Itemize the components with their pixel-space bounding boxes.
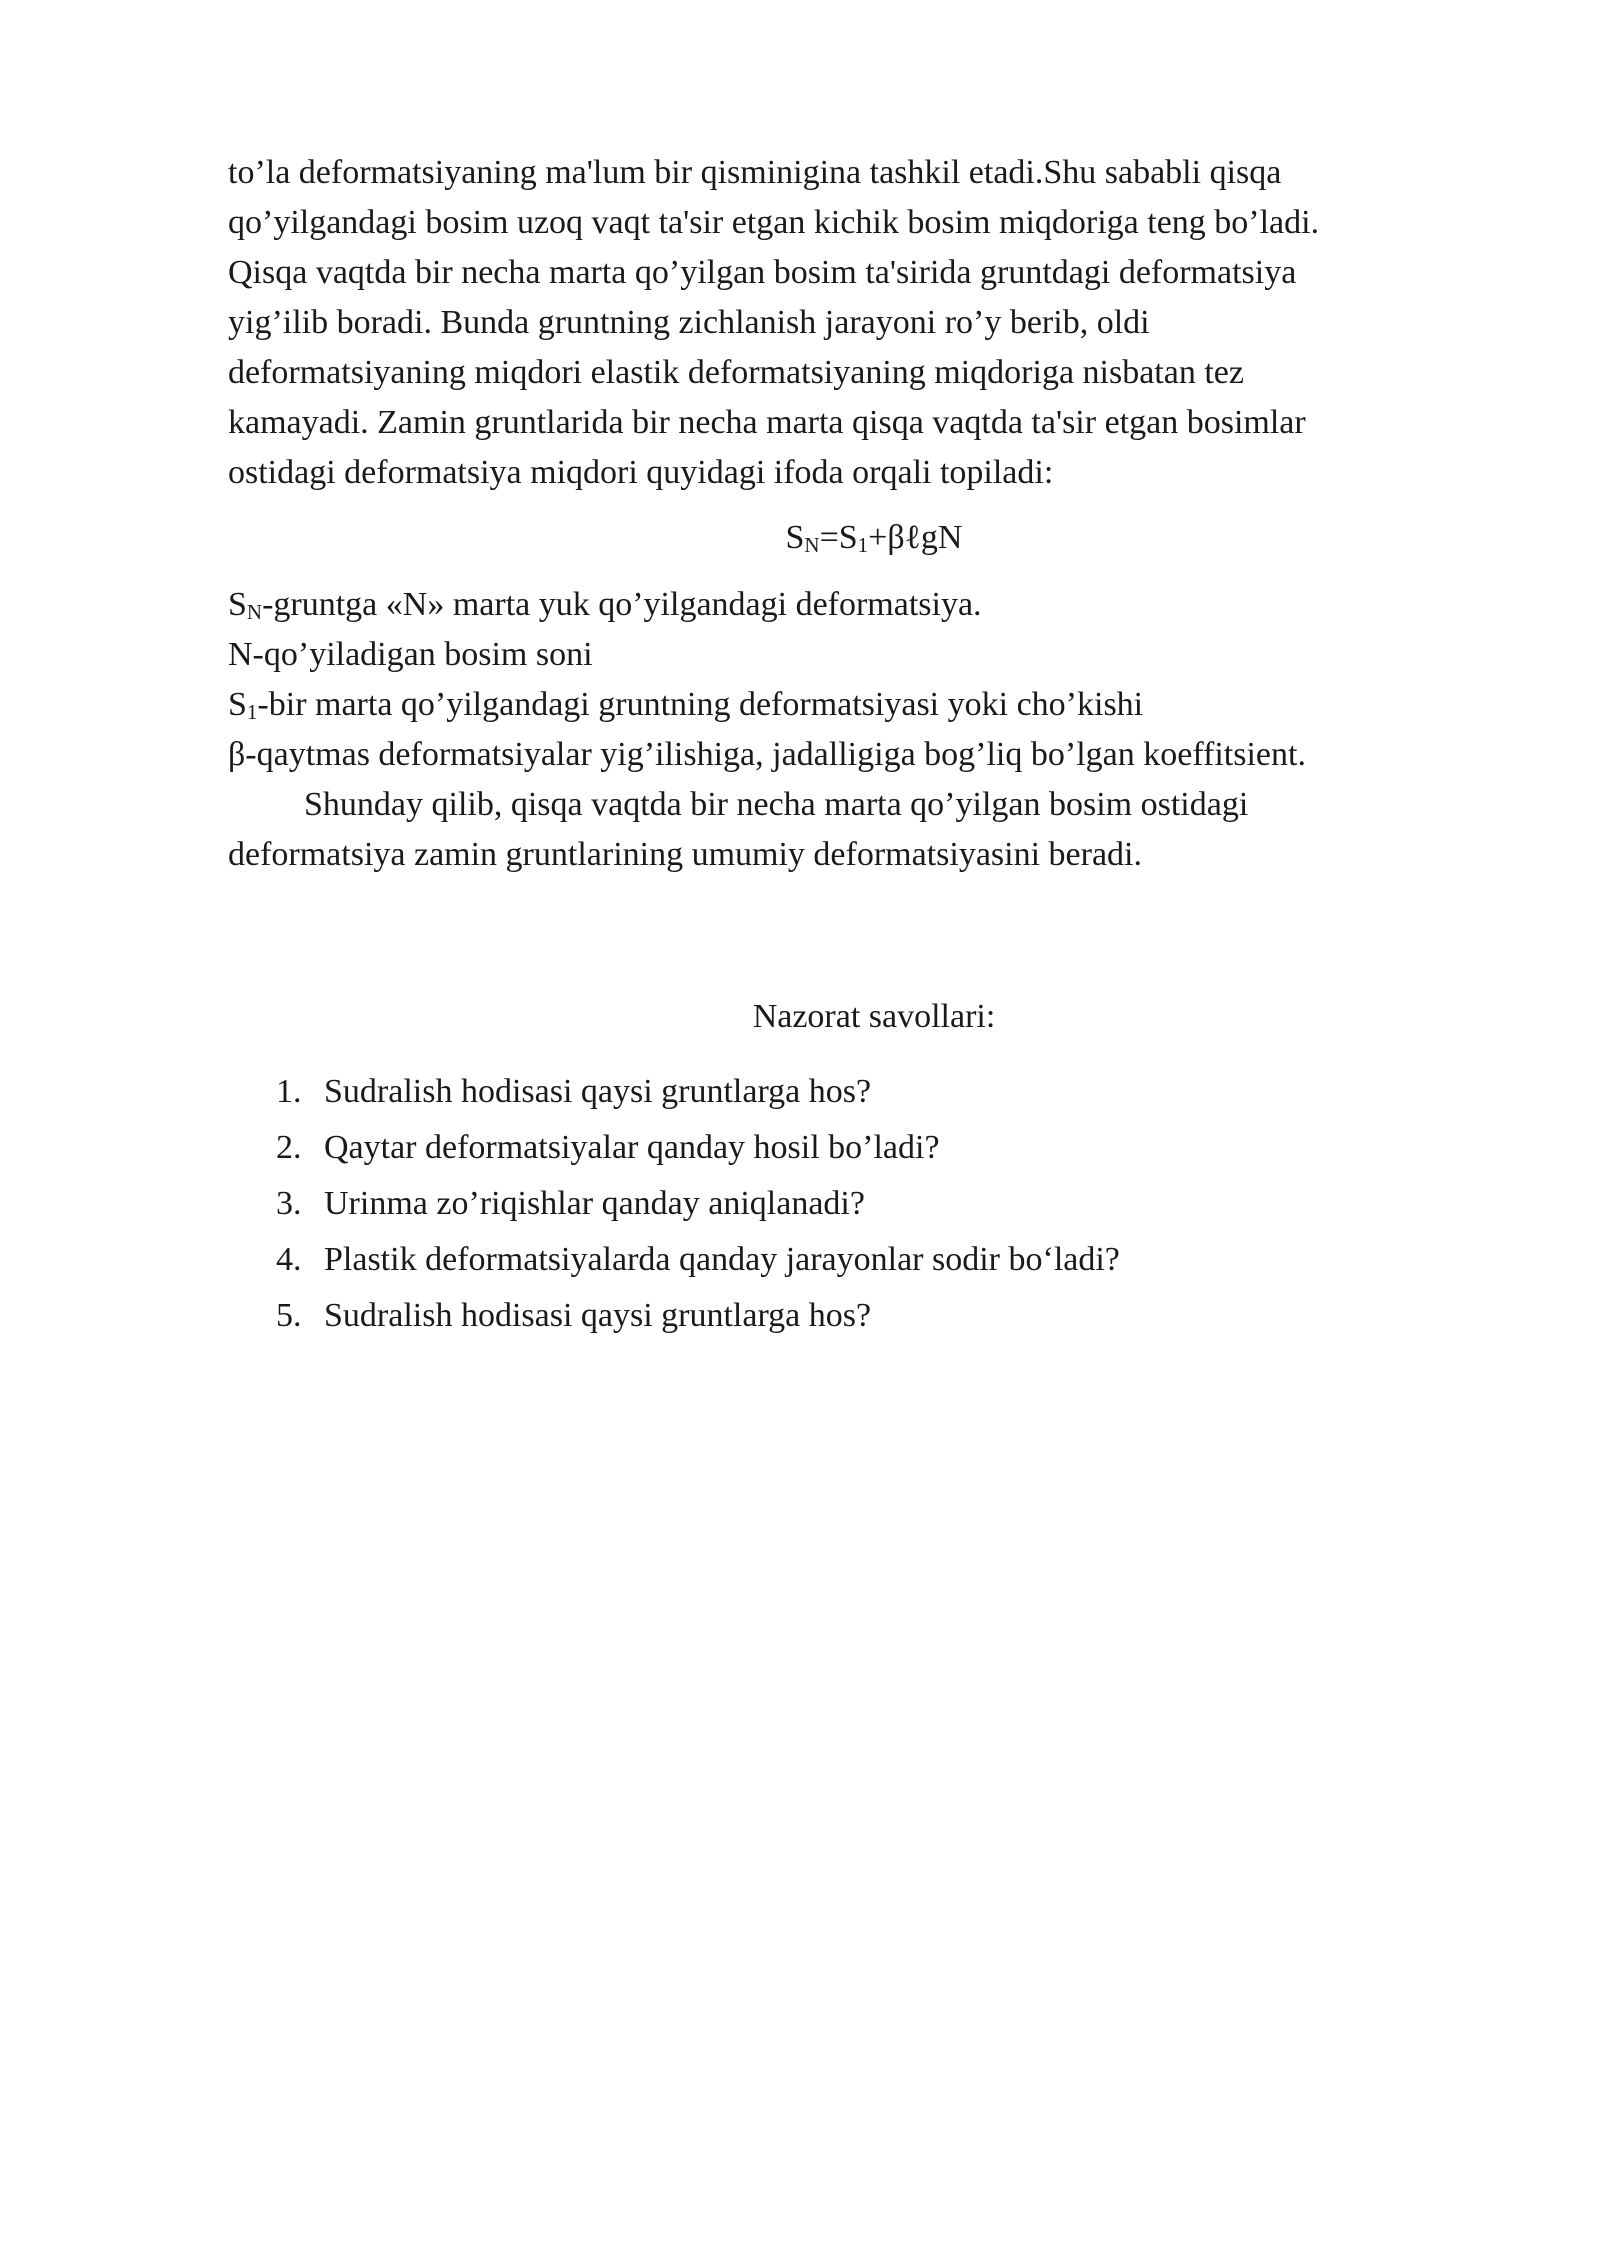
formula-equals-s: =S: [819, 519, 858, 556]
formula-lhs: S: [785, 519, 805, 556]
intro-paragraph: [228, 148, 1428, 498]
conclusion-paragraph: [228, 780, 1428, 880]
definition-text: N-qo’yiladigan bosim soni: [228, 636, 593, 673]
paragraph-line: kamayadi. Zamin gruntlarida bir necha marta qisqa vaqtda ta'sir etgan bosimlar: [228, 404, 1306, 441]
question-text: Sudralish hodisasi qaysi gruntlarga hos?: [324, 1297, 872, 1334]
definition-subscript: N: [246, 600, 263, 624]
paragraph-line: Shunday qilib, qisqa vaqtda bir necha marta qo’yilgan bosim ostidagi: [304, 786, 1249, 823]
definition-line: [228, 730, 1428, 780]
question-number: 4.: [276, 1241, 302, 1278]
list-item: [276, 1064, 1428, 1120]
question-text: Sudralish hodisasi qaysi gruntlarga hos?: [324, 1073, 872, 1110]
paragraph-line: ostidagi deformatsiya miqdori quyidagi ifoda orqali topiladi:: [228, 454, 1054, 491]
paragraph-line: to’la deformatsiyaning ma'lum bir qisminigina tashkil etadi.Shu sababli qisqa: [228, 154, 1282, 191]
paragraph-line: deformatsiyaning miqdori elastik deformatsiyaning miqdoriga nisbatan tez: [228, 354, 1244, 391]
question-text: Plastik deformatsiyalarda qanday jarayonlar sodir bo‘ladi?: [324, 1241, 1120, 1278]
definition-line: [228, 680, 1428, 730]
formula-rest: +βℓgN: [868, 519, 963, 556]
list-item: [276, 1120, 1428, 1176]
question-text: Qaytar deformatsiyalar qanday hosil bo’ladi?: [324, 1129, 940, 1166]
question-number: 5.: [276, 1297, 302, 1334]
question-number: 2.: [276, 1129, 302, 1166]
definition-text: β-qaytmas deformatsiyalar yig’ilishiga, jadalligiga bog’liq bo’lgan koeffitsient.: [228, 736, 1306, 773]
paragraph-line: deformatsiya zamin gruntlarining umumiy deformatsiyasini beradi.: [228, 836, 1142, 873]
question-text: Urinma zo’riqishlar qanday aniqlanadi?: [324, 1185, 865, 1222]
definition-subscript: 1: [246, 700, 258, 724]
definition-text: -bir marta qo’yilgandagi gruntning deformatsiyasi yoki cho’kishi: [257, 686, 1144, 723]
question-number: 3.: [276, 1185, 302, 1222]
document-page: [228, 148, 1428, 1344]
list-item: [276, 1232, 1428, 1288]
definition-line: [228, 630, 1428, 680]
definition-text: -gruntga «N» marta yuk qo’yilgandagi deformatsiya.: [262, 586, 982, 623]
paragraph-line: yig’ilib boradi. Bunda gruntning zichlanish jarayoni ro’y berib, oldi: [228, 304, 1150, 341]
questions-heading: Nazorat savollari:: [752, 998, 996, 1035]
paragraph-line: Qisqa vaqtda bir necha marta qo’yilgan bosim ta'sirida gruntdagi deformatsiya: [228, 254, 1297, 291]
list-item: [276, 1176, 1428, 1232]
paragraph-line: qo’yilgandagi bosim uzoq vaqt ta'sir etgan kichik bosim miqdoriga teng bo’ladi.: [228, 204, 1320, 241]
formula-s-subscript: 1: [857, 533, 869, 557]
definitions-list: [228, 580, 1428, 780]
formula-lhs-subscript: N: [804, 533, 820, 557]
formula: [228, 510, 1428, 566]
questions-list: [228, 1064, 1428, 1344]
definition-line: [228, 580, 1428, 630]
question-number: 1.: [276, 1073, 302, 1110]
list-item: [276, 1288, 1428, 1344]
definition-symbol: S: [228, 686, 247, 723]
definition-symbol: S: [228, 586, 247, 623]
